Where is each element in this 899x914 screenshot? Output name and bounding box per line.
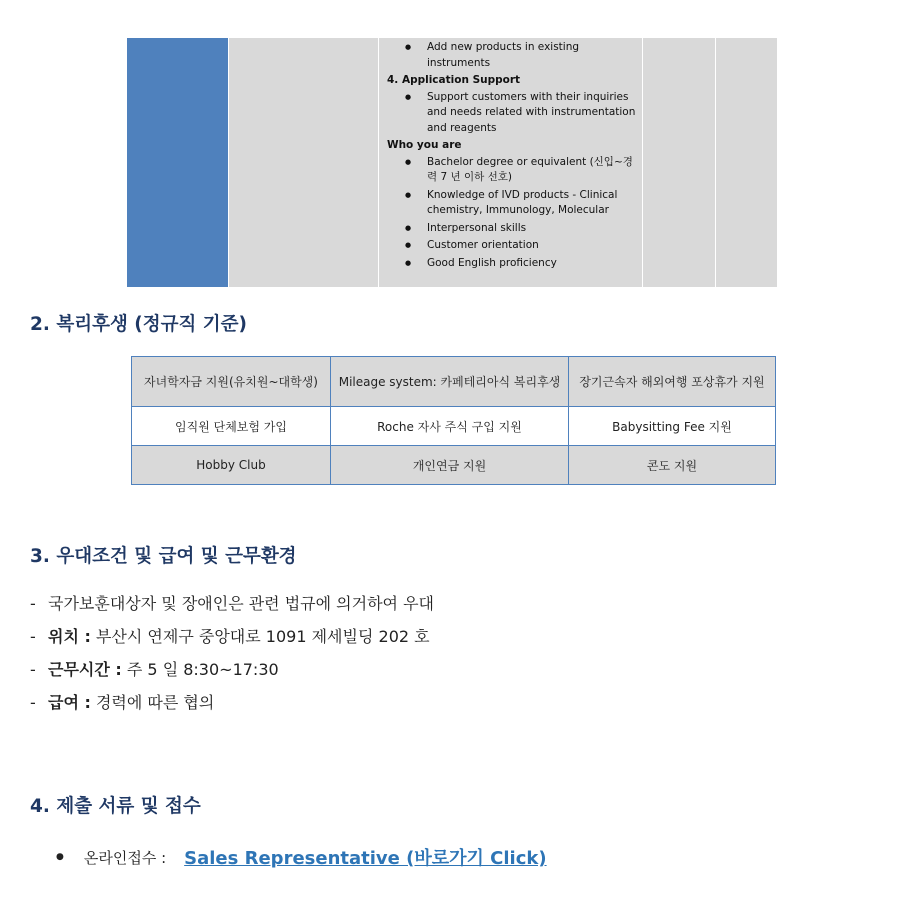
list-item: ● Interpersonal skills	[387, 221, 642, 237]
list-item	[30, 691, 434, 724]
table-cell: 개인연금 지원	[331, 446, 569, 485]
item-text: 부산시 연제구 중앙대로 1091 제세빌딩 202 호	[90, 627, 430, 646]
conditions-list	[30, 592, 434, 724]
table-row	[132, 357, 776, 407]
table-row	[132, 446, 776, 485]
item-text: 주 5 일 8:30~17:30	[121, 660, 279, 679]
list-item	[30, 658, 434, 691]
table-cell: Roche 자사 주식 구입 지원	[331, 407, 569, 446]
list-item	[30, 625, 434, 658]
table-column-category	[127, 38, 229, 287]
list-item: ● Knowledge of IVD products - Clinical chemistry, Immunology, Molecular	[387, 188, 642, 219]
list-item: ● Customer orientation	[387, 238, 642, 254]
item-label: 근무시간 :	[48, 660, 122, 679]
dash-bullet: -	[30, 693, 36, 712]
table-cell: Babysitting Fee 지원	[569, 407, 776, 446]
item-text: 국가보훈대상자 및 장애인은 관련 법규에 의거하여 우대	[48, 594, 435, 613]
table-column-details	[379, 38, 643, 287]
dash-bullet: -	[30, 594, 36, 613]
table-cell: 임직원 단체보험 가입	[132, 407, 331, 446]
table-row	[132, 407, 776, 446]
dash-bullet: -	[30, 660, 36, 679]
table-column-extra	[643, 38, 716, 287]
list-item	[30, 592, 434, 625]
bullet-icon: ●	[56, 852, 64, 862]
list-item: ● Good English proficiency	[387, 256, 642, 272]
table-cell: 콘도 지원	[569, 446, 776, 485]
section-heading-conditions: 3. 우대조건 및 급여 및 근무환경	[30, 546, 297, 567]
job-description-table	[127, 38, 777, 287]
table-column-title	[229, 38, 379, 287]
item-label: 위치 :	[48, 627, 91, 646]
dash-bullet: -	[30, 627, 36, 646]
online-application	[56, 844, 547, 870]
application-link[interactable]: Sales Representative (바로가기 Click)	[184, 848, 547, 869]
table-cell: Hobby Club	[132, 446, 331, 485]
list-item: ● Add new products in existing instruments	[387, 40, 642, 71]
table-column-extra	[716, 38, 777, 287]
application-label: 온라인접수 :	[83, 848, 167, 867]
item-label: 급여 :	[48, 693, 91, 712]
section-heading-submission: 4. 제출 서류 및 접수	[30, 796, 201, 817]
table-cell: 장기근속자 해외여행 포상휴가 지원	[569, 357, 776, 407]
list-item: ● Bachelor degree or equivalent (신입~경력 7 년 이하 선호)	[387, 155, 642, 186]
section-heading-benefits: 2. 복리후생 (정규직 기준)	[30, 314, 247, 335]
list-item: ● Support customers with their inquiries and needs related with instrumentation and reagents	[387, 90, 642, 137]
section-title: 4. Application Support	[387, 74, 521, 86]
item-text: 경력에 따른 협의	[90, 693, 215, 712]
section-title: Who you are	[387, 139, 462, 151]
table-cell: 자녀학자금 지원(유치원~대학생)	[132, 357, 331, 407]
table-cell: Mileage system: 카페테리아식 복리후생	[331, 357, 569, 407]
benefits-table	[131, 356, 776, 485]
